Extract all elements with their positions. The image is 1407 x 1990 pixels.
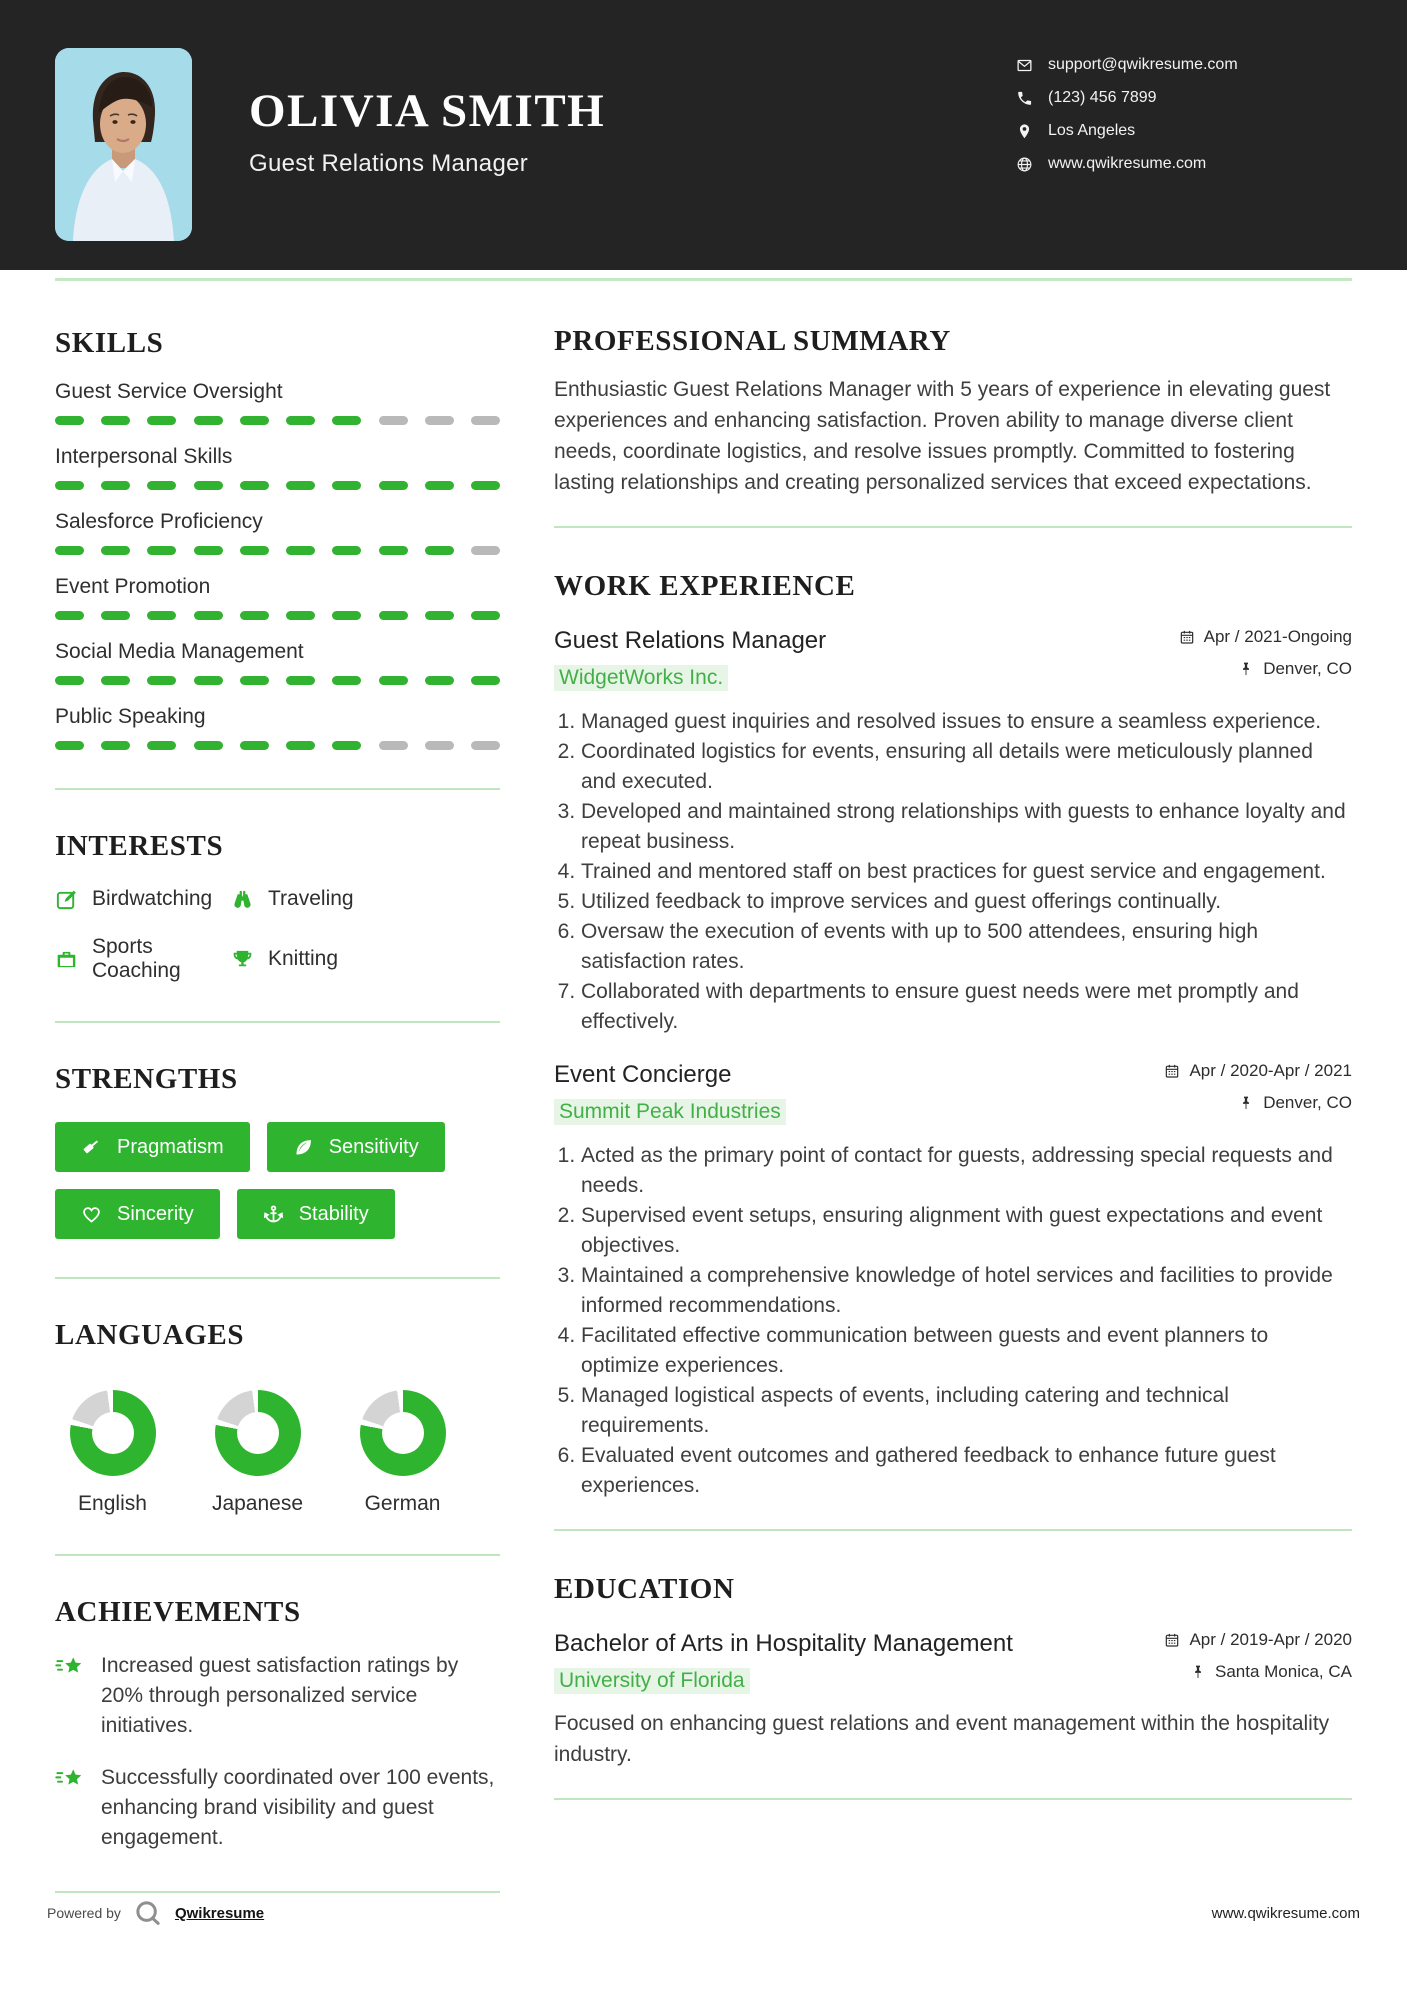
skill-dash: [55, 546, 84, 555]
calendar-icon: [1164, 1063, 1180, 1079]
education-meta: [1164, 1630, 1352, 1694]
profile-photo: [55, 48, 192, 241]
contact-row[interactable]: [1016, 56, 1238, 74]
skill-label: Guest Service Oversight: [55, 380, 283, 403]
skill-label: Interpersonal Skills: [55, 445, 233, 468]
education-description: Focused on enhancing guest relations and event management within the hospitality industry.: [554, 1712, 1330, 1766]
leaf-icon: [293, 1137, 314, 1158]
skill-level-bar: [55, 611, 500, 620]
skill-dash: [379, 611, 408, 620]
language-label: Japanese: [211, 1492, 304, 1515]
skill-dash: [240, 741, 269, 750]
languages-title: LANGUAGES: [55, 1319, 245, 1351]
language-item: [200, 1390, 315, 1516]
content: [0, 281, 1407, 1893]
skill-dash: [286, 676, 315, 685]
contact-row[interactable]: [1016, 122, 1238, 140]
skill-dash: [147, 546, 176, 555]
phone-icon: [1016, 90, 1033, 107]
skill-dash: [332, 416, 361, 425]
jobs-list: [554, 627, 1352, 1501]
job-entry: [554, 627, 1352, 1037]
skill-dash: [379, 741, 408, 750]
skill-dash: [147, 676, 176, 685]
pushpin-icon: [1190, 1664, 1206, 1680]
skill-dash: [101, 676, 130, 685]
skill-dash: [101, 481, 130, 490]
calendar-icon: [1164, 1632, 1180, 1648]
skill-dash: [379, 481, 408, 490]
job-bullet: 5. Utilized feedback to improve services and guest offerings continually.: [581, 887, 1352, 917]
section-divider: [554, 526, 1352, 528]
star-shoot-icon: [55, 1654, 85, 1680]
language-donut-chart: [215, 1390, 301, 1476]
pushpin-icon: [1238, 661, 1254, 677]
strengths-title: STRENGTHS: [55, 1063, 238, 1095]
skill-dash: [147, 481, 176, 490]
interest-item: [55, 887, 231, 911]
heart-icon: [81, 1204, 102, 1225]
skill-dash: [286, 611, 315, 620]
section-divider: [55, 1277, 500, 1279]
skill-dash: [379, 676, 408, 685]
achievements-list: [55, 1651, 500, 1853]
job-entry: [554, 1061, 1352, 1501]
binoculars-icon: [231, 888, 254, 911]
interest-label: Traveling: [268, 887, 354, 910]
portrait-illustration: [55, 48, 192, 241]
skill-dash: [425, 741, 454, 750]
skill-dash: [471, 676, 500, 685]
pencil-square-icon: [55, 888, 78, 911]
job-role: Guest Relations Manager: [554, 627, 827, 654]
skill-label: Social Media Management: [55, 640, 304, 663]
job-bullet: 4. Trained and mentored staff on best practices for guest service and engagement.: [581, 857, 1352, 887]
section-divider: [554, 1529, 1352, 1531]
skill-dash: [332, 611, 361, 620]
language-donut-chart: [70, 1390, 156, 1476]
interest-item: [231, 935, 500, 983]
skill-dash: [147, 611, 176, 620]
skill-dash: [425, 481, 454, 490]
job-bullet: 3. Developed and maintained strong relationships with guests to enhance loyalty and repeat business.: [581, 797, 1352, 857]
degree-name: Bachelor of Arts in Hospitality Management: [554, 1630, 1013, 1657]
main-column: [554, 281, 1352, 1800]
strength-label: Pragmatism: [117, 1135, 224, 1158]
skill-dash: [286, 416, 315, 425]
skill-dash: [101, 546, 130, 555]
anchor-icon: [263, 1204, 284, 1225]
interest-item: [55, 935, 231, 983]
skill-dash: [55, 481, 84, 490]
calendar-icon: [1179, 629, 1195, 645]
skill-level-bar: [55, 546, 500, 555]
strength-badge: [55, 1189, 220, 1239]
skills-list: [55, 380, 500, 750]
job-bullet: 7. Collaborated with departments to ensure guest needs were met promptly and effectively.: [581, 977, 1352, 1037]
skill-dash: [194, 676, 223, 685]
skill-level-bar: [55, 676, 500, 685]
job-location: Denver, CO: [1263, 659, 1352, 678]
globe-icon: [1016, 156, 1033, 173]
skill-level-bar: [55, 416, 500, 425]
skill-dash: [194, 611, 223, 620]
skill-dash: [332, 546, 361, 555]
skill-dash: [147, 416, 176, 425]
education-title: EDUCATION: [554, 1573, 735, 1605]
contact-row[interactable]: [1016, 89, 1238, 107]
contact-row[interactable]: [1016, 155, 1238, 173]
strength-badge: [55, 1122, 250, 1172]
skill-dash: [55, 741, 84, 750]
achievement-text: Increased guest satisfaction ratings by 20% through personalized service initiatives.: [101, 1654, 459, 1737]
skill-dash: [240, 416, 269, 425]
skill-level-bar: [55, 481, 500, 490]
skill-dash: [471, 611, 500, 620]
header: [0, 0, 1407, 270]
job-company[interactable]: Summit Peak Industries: [554, 1099, 786, 1125]
skill-dash: [101, 416, 130, 425]
qwikresume-link[interactable]: Qwikresume: [174, 1904, 265, 1922]
language-donut-chart: [360, 1390, 446, 1476]
skill-dash: [147, 741, 176, 750]
education-dates: Apr / 2019-Apr / 2020: [1189, 1630, 1352, 1649]
interest-label: Birdwatching: [92, 887, 213, 910]
job-location: Denver, CO: [1263, 1093, 1352, 1112]
skill-dash: [194, 741, 223, 750]
job-meta: [1164, 1061, 1352, 1125]
pushpin-icon: [1238, 1095, 1254, 1111]
job-bullet-list: [554, 1141, 1352, 1501]
skill-dash: [240, 546, 269, 555]
job-bullet: 1. Acted as the primary point of contact for guests, addressing special requests and needs.: [581, 1141, 1352, 1201]
skill-dash: [240, 481, 269, 490]
job-bullet: 4. Facilitated effective communication between guests and event planners to optimize experiences.: [581, 1321, 1352, 1381]
briefcase-icon: [55, 948, 78, 971]
skill-dash: [332, 741, 361, 750]
section-divider: [55, 788, 500, 790]
language-item: [345, 1390, 460, 1516]
contact-list: [1016, 56, 1238, 188]
strengths-list: [55, 1122, 500, 1239]
language-label: English: [78, 1492, 147, 1515]
language-item: [55, 1390, 170, 1516]
achievements-title: ACHIEVEMENTS: [55, 1596, 301, 1628]
powered-by-label: Powered by: [47, 1905, 121, 1921]
sidebar: [55, 281, 500, 1893]
skill-level-bar: [55, 741, 500, 750]
skill-dash: [332, 481, 361, 490]
contact-text: (123) 456 7899: [1048, 89, 1157, 106]
summary-text: Enthusiastic Guest Relations Manager with 5 years of experience in elevating guest experiences and enhancing satisfaction. Proven ability to manage diverse client needs, coordinate logistics, and resolve issues promptly. Committed to fostering lasting relationships and creating personalized services that exceed expectations.: [554, 378, 1331, 494]
experience-title: WORK EXPERIENCE: [554, 570, 856, 602]
job-dates: Apr / 2021-Ongoing: [1203, 627, 1352, 646]
skill-dash: [194, 546, 223, 555]
skill-dash: [425, 416, 454, 425]
education-location: Santa Monica, CA: [1214, 1662, 1352, 1681]
skill-dash: [286, 546, 315, 555]
candidate-title: Guest Relations Manager: [249, 150, 529, 177]
job-dates: Apr / 2020-Apr / 2021: [1189, 1061, 1352, 1080]
job-meta: [1179, 627, 1352, 691]
interest-label: Knitting: [268, 947, 339, 970]
skill-dash: [101, 611, 130, 620]
skill-dash: [471, 416, 500, 425]
trophy-icon: [231, 948, 254, 971]
candidate-name: OLIVIA SMITH: [249, 85, 606, 137]
job-company[interactable]: WidgetWorks Inc.: [554, 665, 728, 691]
gavel-icon: [81, 1137, 102, 1158]
qwikresume-logo-icon: [133, 1898, 163, 1928]
strength-badge: [267, 1122, 445, 1172]
skill-dash: [101, 741, 130, 750]
job-role: Event Concierge: [554, 1061, 732, 1088]
section-divider: [554, 1798, 1352, 1800]
section-divider: [55, 1891, 500, 1893]
interest-item: [231, 887, 500, 911]
skill-label: Event Promotion: [55, 575, 211, 598]
achievement-item: [55, 1651, 500, 1741]
skill-dash: [55, 676, 84, 685]
strength-label: Sensitivity: [328, 1135, 419, 1158]
footer-website[interactable]: www.qwikresume.com: [1211, 1904, 1360, 1922]
strength-label: Stability: [298, 1202, 369, 1225]
interests-title: INTERESTS: [55, 830, 224, 862]
skills-title: SKILLS: [55, 327, 164, 359]
job-bullet: 1. Managed guest inquiries and resolved issues to ensure a seamless experience.: [581, 707, 1352, 737]
footer: [47, 1898, 1360, 1928]
contact-text: support@qwikresume.com: [1048, 56, 1238, 73]
strength-badge: [237, 1189, 395, 1239]
job-bullet: 2. Supervised event setups, ensuring alignment with guest expectations and event objectives.: [581, 1201, 1352, 1261]
strength-label: Sincerity: [117, 1202, 194, 1225]
languages-list: [55, 1390, 500, 1516]
school-name[interactable]: University of Florida: [554, 1668, 750, 1694]
achievement-text: Successfully coordinated over 100 events, enhancing brand visibility and guest engagement.: [101, 1766, 495, 1849]
skill-dash: [471, 546, 500, 555]
location-icon: [1016, 123, 1033, 140]
interests-list: [55, 887, 500, 983]
contact-text: www.qwikresume.com: [1048, 155, 1207, 172]
interest-label: Sports Coaching: [92, 935, 181, 982]
skill-label: Public Speaking: [55, 705, 206, 728]
skill-dash: [194, 481, 223, 490]
job-bullet: 2. Coordinated logistics for events, ensuring all details were meticulously planned and executed.: [581, 737, 1352, 797]
job-bullet: 6. Oversaw the execution of events with up to 500 attendees, ensuring high satisfaction rates.: [581, 917, 1352, 977]
skill-dash: [240, 611, 269, 620]
skill-dash: [425, 676, 454, 685]
skill-dash: [55, 611, 84, 620]
skill-label: Salesforce Proficiency: [55, 510, 263, 533]
job-bullet: 6. Evaluated event outcomes and gathered feedback to enhance future guest experiences.: [581, 1441, 1352, 1501]
email-icon: [1016, 57, 1033, 74]
skill-dash: [194, 416, 223, 425]
footer-branding: [47, 1898, 264, 1928]
skill-dash: [379, 546, 408, 555]
contact-text: Los Angeles: [1048, 122, 1136, 139]
skill-dash: [425, 611, 454, 620]
skill-dash: [286, 741, 315, 750]
section-divider: [55, 1554, 500, 1556]
star-shoot-icon: [55, 1766, 85, 1792]
section-divider: [55, 1021, 500, 1023]
skill-dash: [240, 676, 269, 685]
skill-dash: [332, 676, 361, 685]
name-block: [249, 84, 605, 178]
achievement-item: [55, 1763, 500, 1853]
skill-dash: [471, 481, 500, 490]
skill-dash: [471, 741, 500, 750]
education-entry: [554, 1630, 1352, 1770]
language-label: German: [364, 1492, 441, 1515]
skill-dash: [55, 416, 84, 425]
job-bullet: 5. Managed logistical aspects of events, including catering and technical requirements.: [581, 1381, 1352, 1441]
skill-dash: [379, 416, 408, 425]
job-bullet-list: [554, 707, 1352, 1037]
job-bullet: 3. Maintained a comprehensive knowledge of hotel services and facilities to provide informed recommendations.: [581, 1261, 1352, 1321]
skill-dash: [286, 481, 315, 490]
summary-title: PROFESSIONAL SUMMARY: [554, 325, 951, 357]
skill-dash: [425, 546, 454, 555]
